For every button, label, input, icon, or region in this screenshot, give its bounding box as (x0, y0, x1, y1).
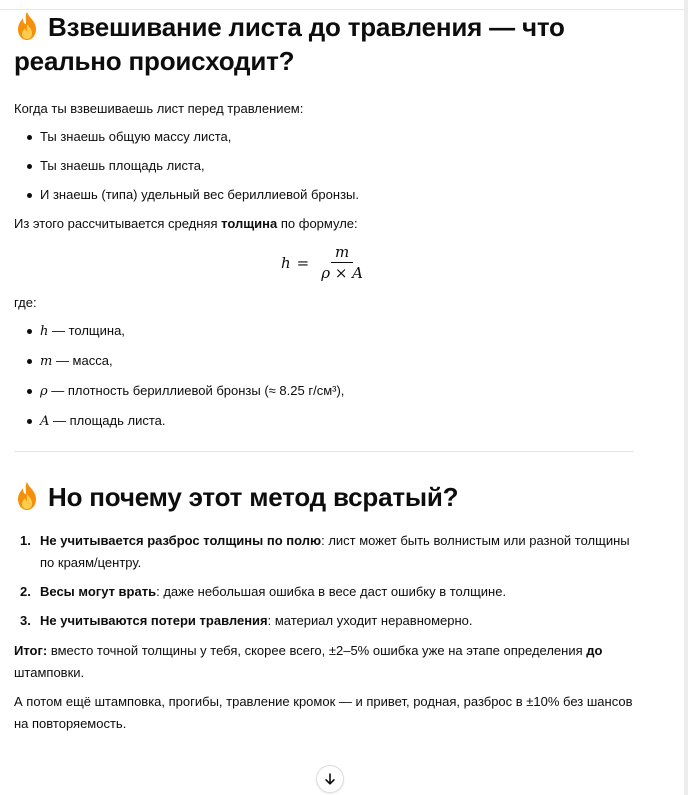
item-bold: Весы могут врать (40, 584, 157, 599)
list-item: Ты знаешь площадь листа, (40, 155, 634, 177)
formula-intro (14, 213, 634, 235)
intro-paragraph: Когда ты взвешиваешь лист перед травлением: (14, 101, 304, 116)
window-top-edge (0, 0, 688, 10)
list-number: 3. (20, 613, 31, 628)
problems-list (14, 530, 634, 632)
formula-equals: = (296, 253, 310, 272)
formula-denominator: ρ × A (321, 264, 363, 282)
list-item (40, 410, 634, 433)
list-item (40, 350, 634, 373)
arrow-down-icon (323, 772, 337, 786)
list-item: Ты знаешь общую массу листа, (40, 126, 634, 148)
list-item (20, 530, 634, 574)
item-bold: Не учитываются потери травления (40, 613, 268, 628)
formula-numerator: m (331, 243, 353, 263)
scrollbar-track[interactable] (684, 0, 688, 795)
summary-text: вместо точной толщины у тебя, скорее всего, ±2–5% ошибка уже на этапе определения (47, 643, 587, 658)
list-item (40, 380, 634, 403)
var-symbol: ρ (40, 384, 48, 399)
scroll-to-bottom-button[interactable] (316, 765, 344, 793)
item-text: : лист может быть волнистым или разной толщины по краям/центру. (40, 533, 630, 570)
section-divider (14, 451, 634, 452)
thickness-formula (14, 243, 634, 282)
variables-list (14, 320, 634, 433)
known-values-list (14, 126, 634, 206)
summary-bold-word: до (586, 643, 603, 658)
var-desc: — масса, (52, 353, 113, 368)
var-symbol: m (40, 354, 53, 369)
section-heading-text: Взвешивание листа до травления — что реально происходит? (14, 12, 565, 76)
section-heading-why (14, 480, 634, 514)
var-desc: — толщина, (48, 323, 125, 338)
section-heading-weighing (14, 10, 634, 78)
list-item (20, 610, 634, 632)
var-symbol: A (40, 414, 50, 429)
var-symbol: h (40, 324, 49, 339)
list-number: 2. (20, 584, 31, 599)
var-desc: — площадь листа. (49, 413, 166, 428)
list-item (40, 320, 634, 343)
summary-label: Итог: (14, 643, 48, 658)
var-desc: — плотность бериллиевой бронзы (≈ 8.25 г/см³), (47, 383, 345, 398)
formula-intro-text-end: по формуле: (277, 216, 358, 231)
formula-lhs: h (280, 253, 291, 272)
item-text: : даже небольшая ошибка в весе даст ошибку в толщине. (156, 584, 507, 599)
where-label: где: (14, 295, 37, 310)
fire-icon (14, 11, 40, 41)
chat-message (14, 10, 634, 735)
list-number: 1. (20, 533, 31, 548)
list-item (20, 581, 634, 603)
summary-text-end: штамповки. (14, 665, 85, 680)
formula-intro-text: Из этого рассчитывается средняя (14, 216, 222, 231)
summary-paragraph (14, 640, 634, 684)
final-paragraph: А потом ещё штамповка, прогибы, травление кромок — и привет, родная, разброс в ±10% без шансов на повторяемость. (14, 694, 633, 731)
item-text: : материал уходит неравномерно. (267, 613, 473, 628)
fire-icon (14, 481, 40, 511)
section-heading-text: Но почему этот метод всратый? (48, 482, 459, 512)
formula-intro-bold: толщина (221, 216, 278, 231)
item-bold: Не учитывается разброс толщины по полю (40, 533, 322, 548)
formula-fraction (317, 243, 367, 282)
list-item: И знаешь (типа) удельный вес бериллиевой бронзы. (40, 184, 634, 206)
